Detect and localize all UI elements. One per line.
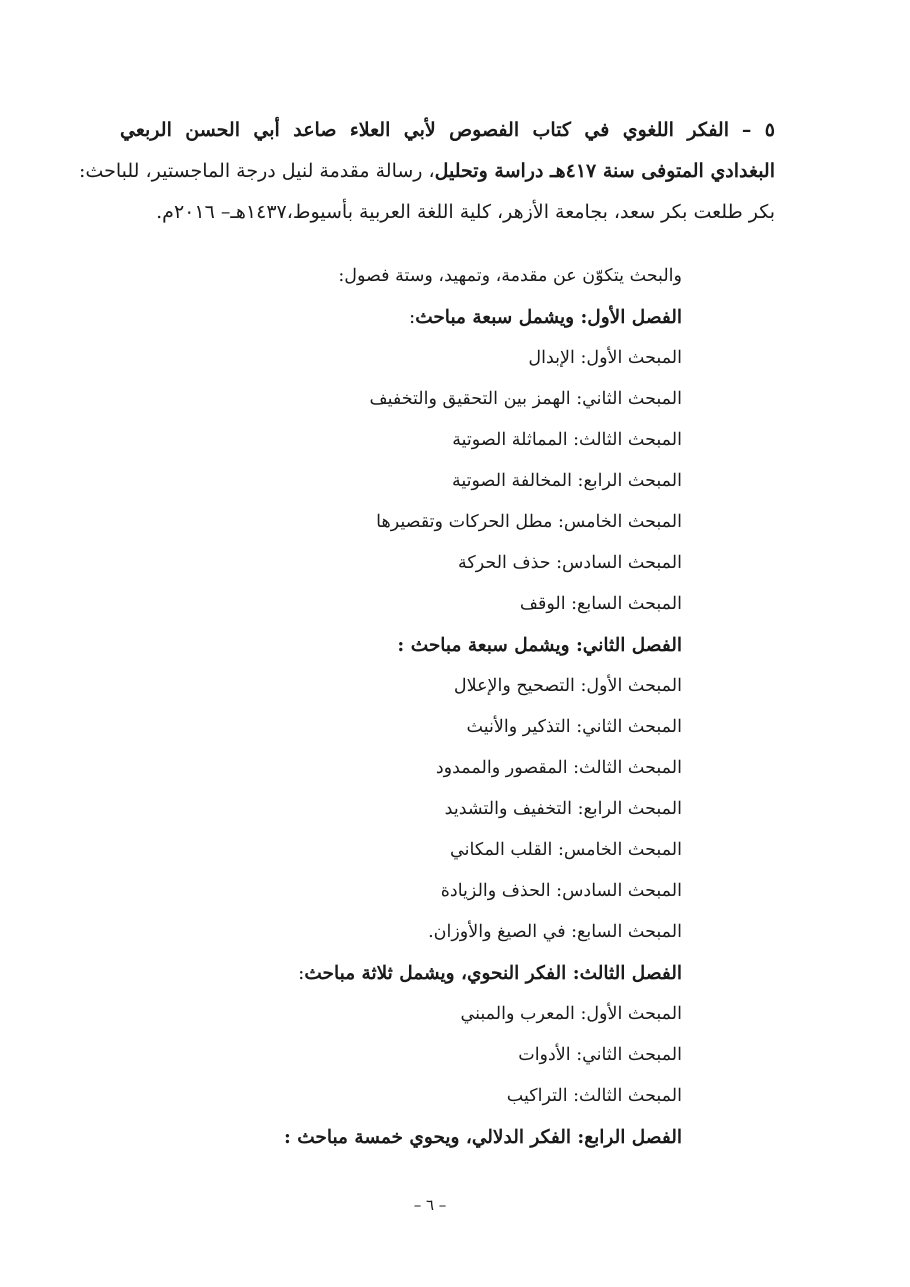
section-item: المبحث الأول: التصحيح والإعلال	[453, 676, 682, 696]
section-item: المبحث الثالث: المقصور والممدود	[435, 758, 682, 778]
chapter-heading	[222, 625, 682, 666]
entry-line-3: بكر طلعت بكر سعد، بجامعة الأزهر، كلية اللغة العربية بأسيوط،١٤٣٧هـ– ٢٠١٦م.	[156, 201, 775, 223]
section-item: المبحث السادس: الحذف والزيادة	[440, 881, 682, 901]
chapter-title-suffix: :	[298, 963, 305, 984]
chapter-title: الفصل الأول: ويشمل سبعة مباحث	[415, 307, 682, 328]
section-item: المبحث السابع: في الصيغ والأوزان.	[428, 922, 682, 942]
section-item: المبحث الخامس: القلب المكاني	[450, 840, 682, 860]
entry-line-1	[120, 110, 775, 151]
entry-description: ، رسالة مقدمة لنيل درجة الماجستير، للباحث:	[79, 160, 435, 182]
chapter-title: الفصل الثالث: الفكر النحوي، ويشمل ثلاثة مباحث	[304, 963, 682, 984]
chapter-heading	[222, 1117, 682, 1158]
page-number: – ٦ –	[413, 1196, 447, 1214]
section-item: المبحث الثالث: التراكيب	[506, 1086, 682, 1106]
section-item: المبحث الثاني: التذكير والأنيث	[466, 717, 682, 737]
section-item: المبحث الرابع: المخالفة الصوتية	[451, 471, 682, 491]
chapter-heading	[222, 297, 682, 338]
section-item: المبحث الأول: الإبدال	[528, 348, 682, 368]
entry-title-part-2: البغدادي المتوفى سنة ٤١٧هـ دراسة وتحليل	[434, 160, 775, 182]
chapter-title: الفصل الرابع: الفكر الدلالي، ويحوي خمسة مباحث :	[283, 1127, 682, 1148]
entry-title-part-1: الفكر اللغوي في كتاب الفصوص لأبي العلاء صاعد أبي الحسن الربعي	[120, 119, 729, 141]
section-item: المبحث الرابع: التخفيف والتشديد	[444, 799, 682, 819]
chapter-heading	[222, 953, 682, 994]
section-item: المبحث الثاني: الهمز بين التحقيق والتخفيف	[369, 389, 682, 409]
chapter-title-suffix: :	[408, 307, 416, 328]
section-item: المبحث الخامس: مطل الحركات وتقصيرها	[376, 512, 682, 532]
section-item: المبحث الثالث: المماثلة الصوتية	[452, 430, 682, 450]
research-outline	[222, 256, 682, 1158]
section-item: المبحث الأول: المعرب والمبني	[460, 1004, 682, 1024]
section-item: المبحث الثاني: الأدوات	[518, 1045, 682, 1065]
entry-line-2	[79, 151, 775, 192]
intro-line: والبحث يتكوّن عن مقدمة، وتمهيد، وستة فصول:	[338, 266, 682, 286]
section-item: المبحث السادس: حذف الحركة	[458, 553, 682, 573]
entry-number: ٥ –	[741, 119, 775, 141]
bibliography-entry	[79, 110, 775, 233]
section-item: المبحث السابع: الوقف	[519, 594, 682, 614]
chapter-title: الفصل الثاني: ويشمل سبعة مباحث :	[397, 635, 682, 656]
